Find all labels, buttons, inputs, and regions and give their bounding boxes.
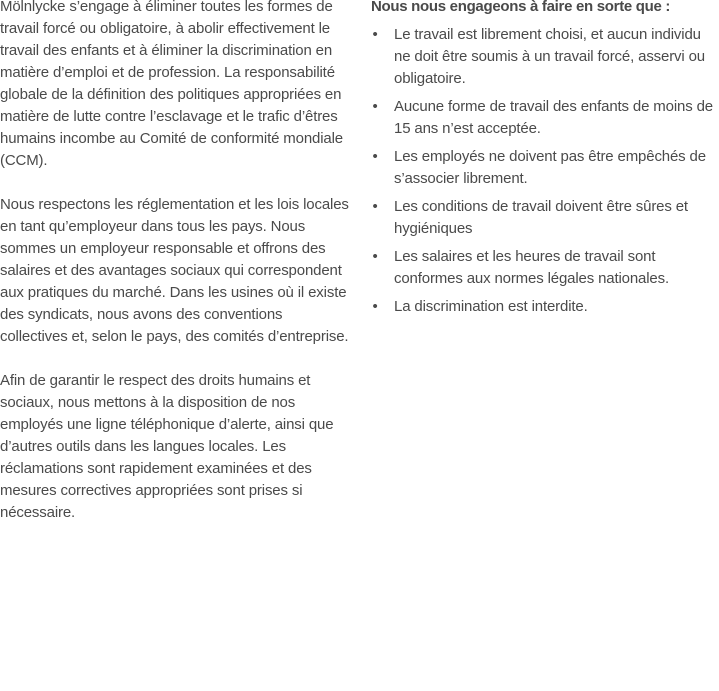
list-item [371,296,717,318]
list-item [371,24,717,90]
list-item-text: Les conditions de travail doivent être sûres et hygiéniques [394,198,688,237]
bullet-icon: • [372,98,378,115]
commitments-heading: Nous nous engageons à faire en sorte que : [371,0,671,15]
list-item [371,146,717,190]
list-item [371,196,717,240]
bullet-icon: • [372,26,378,43]
bullet-icon: • [372,248,378,265]
list-item-text: Les salaires et les heures de travail sont conformes aux normes légales nationales. [394,248,669,287]
employer-paragraph: Nous respectons les réglementation et les lois locales en tant qu’employeur dans tous les pays. Nous sommes un employeur responsable et offrons des salaires et des avantages sociaux qui correspondent aux pratiques du marché. Dans les usines où il existe des syndicats, nous avons des conventions collectives et, selon le pays, des comités d’entreprise. [0,196,349,345]
list-item [371,246,717,290]
commitments-list [371,24,717,318]
list-item-text: Les employés ne doivent pas être empêchés de s’associer librement. [394,148,706,187]
left-text-column [0,0,350,546]
bullet-icon: • [372,298,378,315]
intro-paragraph: Mölnlycke s’engage à éliminer toutes les formes de travail forcé ou obligatoire, à abolir effectivement le travail des enfants et à éliminer la discrimination en matière d’emploi et de profession. La responsabilité globale de la définition des politiques appropriées en matière de lutte contre l’esclavage et le trafic d’êtres humains incombe au Comité de conformité mondiale (CCM). [0,0,343,169]
bullet-icon: • [372,198,378,215]
list-item-text: La discrimination est interdite. [394,298,588,315]
list-item-text: Le travail est librement choisi, et aucun individu ne doit être soumis à un travail forcé, asservi ou obligatoire. [394,26,705,87]
list-item-text: Aucune forme de travail des enfants de moins de 15 ans n’est acceptée. [394,98,713,137]
list-item [371,96,717,140]
bullet-icon: • [372,148,378,165]
hotline-paragraph: Afin de garantir le respect des droits humains et sociaux, nous mettons à la disposition de nos employés une ligne téléphonique d’alerte, ainsi que d’autres outils dans les langues locales. Les réclamations sont rapidement examinées et des mesures correctives appropriées sont prises si nécessaire. [0,372,334,521]
right-text-column [371,0,717,324]
